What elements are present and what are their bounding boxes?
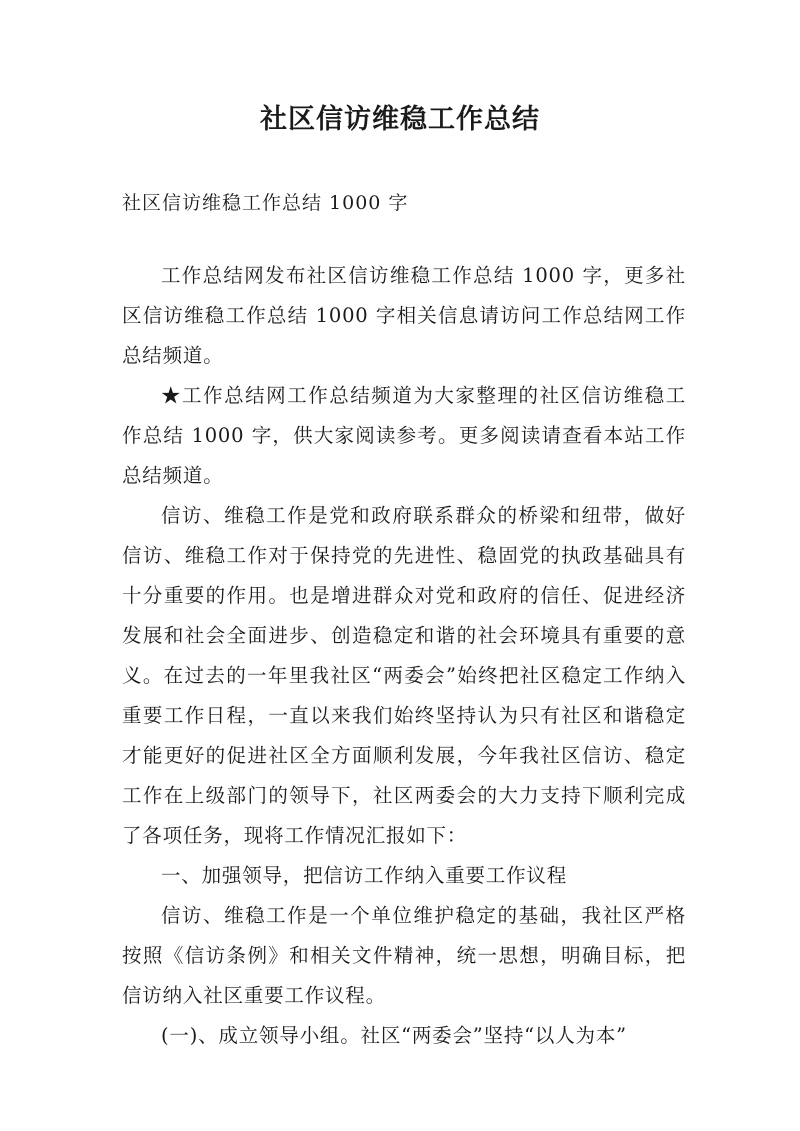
document-body [122,256,686,1056]
document-title: 社区信访维稳工作总结 [260,104,540,135]
paragraph: ★工作总结网工作总结频道为大家整理的社区信访维稳工作总结 1000 字，供大家阅读参考。更多阅读请查看本站工作总结频道。 [122,384,686,487]
paragraph: 信访、维稳工作是党和政府联系群众的桥梁和纽带，做好信访、维稳工作对于保持党的先进性、稳固党的执政基础具有十分重要的作用。也是增进群众对党和政府的信任、促进经济发展和社会全面进步、创造稳定和谐的社会环境具有重要的意义。在过去的一年里我社区“两委会”始终把社区稳定工作纳入重要工作日程，一直以来我们始终坚持认为只有社区和谐稳定才能更好的促进社区全方面顺利发展，今年我社区信访、稳定工作在上级部门的领导下，社区两委会的大力支持下顺利完成了各项任务，现将工作情况汇报如下： [122,504,686,847]
document-subtitle: 社区信访维稳工作总结 1000 字 [122,192,409,214]
paragraph: 信访、维稳工作是一个单位维护稳定的基础，我社区严格按照《信访条例》和相关文件精神，统一思想，明确目标，把信访纳入社区重要工作议程。 [122,904,686,1007]
paragraph: 工作总结网发布社区信访维稳工作总结 1000 字，更多社区信访维稳工作总结 1000 字相关信息请访问工作总结网工作总结频道。 [122,264,686,367]
section-heading: 一、加强领导，把信访工作纳入重要工作议程 [161,864,568,887]
paragraph: (一)、成立领导小组。社区“两委会”坚持“以人为本” [161,1024,627,1047]
